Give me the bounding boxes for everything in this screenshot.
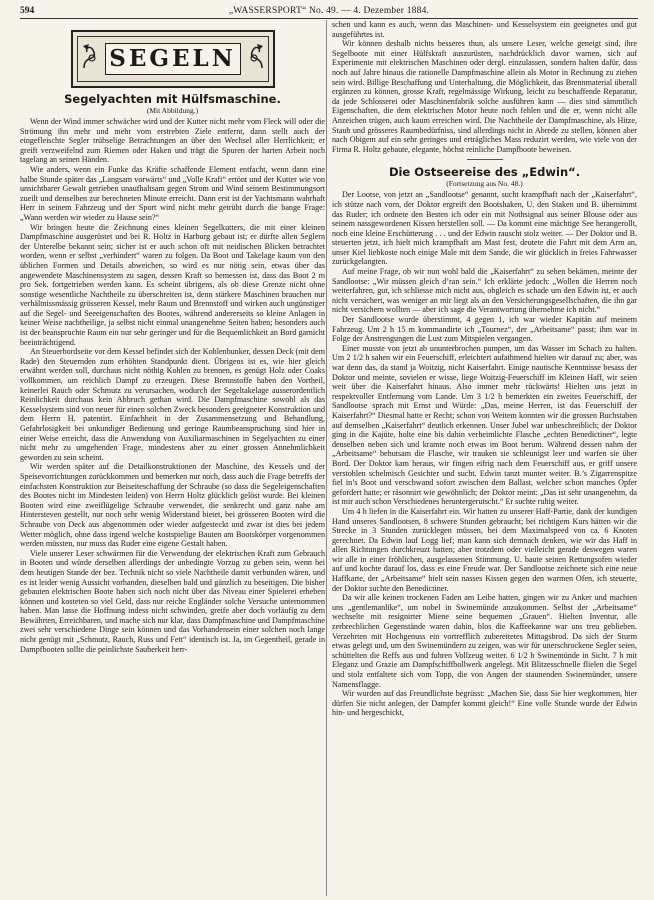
- page-number: 594: [20, 6, 35, 16]
- section-banner: [71, 30, 275, 88]
- column-divider: [326, 20, 327, 896]
- article-separator: [467, 159, 503, 160]
- page-header: [20, 4, 638, 18]
- paragraph: Wir werden später auf die Detailkonstruktionen der Maschine, des Kessels und der Speisevorrichtungen zurückkommen und bemerken nur noch, dass auch die Frage betreffs der einfachsten Konstruktion zur Beiseiteschaffung der Schraube (so dass die Segeleigenschaften des Bootes nicht im Mindesten leiden) von Herrn Holtz glücklich gelöst wurde. Bei kleinen Booten wird eine zweiflügelige Schraube verwendet, die senkrecht und ganz nahe am Hintersteven gestellt, nur noch sehr wenig Widerstand bietet, bei grösseren Booten wird die Schraube von Deck aus abgenommen oder wieder aufgesteckt und zwar ist dies bei jedem Wetter möglich, ohne dass irgend welche kostspielige Bauten am Bootskörper vorgenommen werden müssten, nur muss das Ruder eine eigene Gestalt haben.: [20, 462, 325, 549]
- paragraph: Wir bringen heute die Zeichnung eines kleinen Segelkutters, die mit einer kleinen Dampfmaschine ausgerüstet und bei R. Holtz in Harburg gebaut ist; er dürfte allen Seglern der Unterelbe bekannt sein; sicher ist er auch schon oft mit neidischen Blicken betrachtet worden, wenn er selbst „verhindert“ waren zu folgen. Da Boot und Takelage kaum von den üblichen Formen und Details abweichen, so wird es nur nötig sein, etwas über das angewendete Maschinensystem zu sagen, dessen Kraft so bemessen ist, dass das Boot 2 m pro Sek. fortgetrieben werden kann. Es scheint übrigens, als ob diese Grenze nicht ohne sonstige wesentliche Nachtheile zu überschreiten ist, denn stärkere Maschinen brauchen nur verhältnissmässig grösseren Kessel, mehr Raum und Brennstoff und wirken auch ungünstiger auf die Segel- und Seeeigenschaften des Bootes, während andererseits so kleine Anlagen in keiner Weise nachtheilige, ja selbst nicht einmal unangenehme Seiten haben; besonders auch ist der beanspruchte Raum ein nur sehr geringer und für die Bequemlichkeit an Bord garnicht beeinträchtigend.: [20, 222, 325, 347]
- paragraph: Wir wurden auf das Freundlichste begrüsst: „Machen Sie, dass Sie hier wegkommen, hier dürfen Sie nicht anlegen, der Dampfer kommt gleich!“ Eine volle Stunde wurde der Edwin hin- und hergeschickt,: [332, 689, 637, 718]
- paragraph: Der Lootse, von jetzt an „Sandlootse“ genannt, sucht krampfhaft nach der „Kaiserfahrt“, ich stütze nach vorn, der Doktor ergreift den Bootshaken, U. den Staken und B. übernimmt das Ruder; ich ordnete den Besten ich oder ein mit Nothsignal aus seiner Blouse oder aus seinem nassgewordenen Kissen herstellen soll. — Da kommt eine mächtige See herangerollt, noch eine kleine Erschütterung . . . und der Edwin rauscht stolz weiter. — Der Doktor und B. steuerten jetzt, ich hielt mich krampfhaft am Mast fest, deutete die Fahrt mit dem Arm an, unser Kiel liebkoste noch einige Male mit dem Sande, die wir glücklich in freies Fahrwasser zurückgelangten.: [332, 190, 637, 267]
- paragraph: Wir können deshalb nichts besseres thun, als unsere Leser, welche geneigt sind, ihre Segelboote mit einer Hülfskraft auszurüsten, nachdrücklich davor warnen, sich auf Experimente mit elektrischen Maschinen oder dergl. einzulassen, sondern halten dafür, dass noch auf Jahre hinaus die rationelle Dampfmaschine allein als Motor in Rechnung zu ziehen sein wird. Billige Beschaffung und Unterhaltung, die Möglichkeit, das Brennmaterial überall ergänzen zu können, grosse Kraft, regelmässige Wirkung, leicht zu beschaffende Reparatur, da jede Schlosserei oder Maschinenfabrik solche ausführen kann — dies sind sämmtlich Eigenschaften, die dem elektrischen Motor heute noch fehlen und die er, wenn nicht alle Anzeichen trügen, auch kaum erreichen wird. Die Nachtheile der Dampfmaschine, als Hitze, Staub und grösseres Raumbedürfniss, sind allerdings nicht in Abrede zu stellen, können aber nach Obigem auf ein sehr geringes und erträgliches Mass reduzirt werden, wie viele von der Firma R. Holtz gebaute, elegante, höchst reinliche Dampfboote beweisen.: [332, 39, 637, 154]
- header-rule: [20, 18, 638, 19]
- paragraph: Der Sandlootse wurde überstimmt, 4 gegen 1, ich war wieder Kapitän auf meinem Fahrzeug. Um 2 h 15 m kommandirte ich „Tournez“, der „Arbeitsame“ passt; ihm war in Folge der Anstrengungen die Lust zum Mitspielen vergangen.: [332, 315, 637, 344]
- paragraph: Viele unserer Leser schwärmen für die Verwendung der elektrischen Kraft zum Gebrauch in Booten und würde derselben allerdings der unbedingte Vorzug zu geben sein, wenn bei dem heutigen Stande der bez. Technik nicht so viele Nachtheile damit verbunden wären, und es ist leider wenig Aussicht vorhanden, dieselben bald und gänzlich zu beseitigen. Die bisher gebauten elektrischen Boote haben sich noch nicht über das Niveau einer Spielerei erheben können und kosteten so viel Geld, dass nur reiche Engländer solche Versuche unternommen haben. Man lasse die Hoffnung indess nicht schwinden, greife aber doch vorläufig zu dem Bewährten, Erreichbaren, und mache sich nur klar, dass Dampfmaschine und Dampfmaschine zwei sehr verschiedene Dinge sein können und das Vorhandensein einer solchen noch lange nicht genügt mit „Schmutz, Rauch, Russ und Fett“ identisch ist. Ja, im Gegentheil, gerade in Dampfbooten sollte die peinlichste Sauberkeit herr-: [20, 548, 325, 654]
- article-title: Die Ostseereise des „Edwin“.: [388, 165, 581, 180]
- paragraph: schen und kann es auch, wenn das Maschinen- und Kesselsystem ein geeignetes und gut ausgeführtes ist.: [332, 20, 637, 39]
- paragraph: Um 4 h liefen in die Kaiserfahrt ein. Wir hatten zu unserer Haff-Partie, dank der kundigen Hand unseres Sandlootsen, 8 schwere Stunden gebraucht; bei richtigem Kurs hätten wir die Strecke in 3 Stunden zurücklegen müssen, bei dem Maximalspeed von ca. 6 Knoten gerechnet. Da Edwin lauf Logg lief; man kann sich demnach denken, wie wir das Haff in allen Richtungen durchkreuzt hatten; aber trotzdem oder vielleicht gerade deswegen waren wir alle in einer fröhlichen, ausgelassenen Stimmung. U. baute seinen Rettungsofen wieder auf und kochte darauf los, dass es eine Freude war. Der Sandlootse zeichnete sich eine neue Haffkarte, der „Arbeitsame“ hielt sein nasses Kissen gegen den warmen Ofen, ich steuerte, der Doktor suchte den Benedictiner.: [332, 506, 637, 593]
- left-column: [20, 20, 325, 896]
- article-subtitle: (Fortsetzung aus No. 48.): [446, 179, 523, 189]
- paragraph: Einer musste von jetzt ab ununterbrochen pumpen, um das Wasser im Schach zu halten. Um 2 1/2 h sahen wir ein Feuerschiff, erleichtert aufathmend hielten wir darauf zu; aber, was war denn das, da stand ja Woitzig, nicht Kaiserfahrt. Einige nautische Kenntnisse besass der Doktor und meinte, sovielen er wisse, liege Woitzig-Feuerschiff im Kleinen Haff, wir seien weit über die Kaiserfahrt hinaus. Also immer mehr rückwärts! Hielten uns jetzt in respektvoller Entfernung vom Lande. Um 3 1/2 h bemerkten ein zweites Feuerschiff, der Sandlootse sprach mit Ernst und Würde: „Das, meine Herren, ist das Feuerschiff der Kaiserfahrt?“ Diesmal hatte er Recht; schon von Weitem konnten wir die grossen Buchstaben auf demselben „Kaiserfahrt“ deutlich erkennen. Unser Jubel war unbeschreiblich; der Doktor ging in die Kajüte, holte eine bis dahin verheimlichte Flasche „echten Benedictiner“, legte denselben neben sich und kramte noch etwas im Boot herum. Während dessen nahm der „Arbeitsame“ behutsam die Flasche, wir trauken sie schleunigst leer und warfen sie über Bord. Der Doktor kam heraus, wir fingen eifrig nach dem Feuerschiff aus, er griff unsere verstohlen schelmisch Gesichter und sucht. Edwin tanzt munter weiter. B.’s Zigarrenspitze fiel in’s Boot und verschwand sofort zwischen dem Ballast, welcher schon manches Opfer gefordert hatte; er räsonnirt wie gewöhnlich; der Doktor meint: „Das ist sehr unangenehm, da ist mir auch schon Verschiedenes heruntergerutscht.“ Er suchte ruhig weiter.: [332, 343, 637, 507]
- ornament-right-icon: [243, 42, 265, 72]
- article-subtitle: (Mit Abbildung.): [146, 106, 199, 115]
- masthead-line: „WASSERSPORT“ No. 49. — 4. Dezember 1884.: [228, 6, 430, 16]
- paragraph: Da wir alle keinen trockenen Faden am Leibe hatten, gingen wir zu Anker und machten uns „gentlemanlike“, um nobel in Swinemünde anzukommen. Selbst der „Arbeitsame“ wechselte mit resignirter Miene seine bequemen „Grauen“. Hielten Inventur, alle zerbrechlichen Gegenstände waren dahin, blos die Kaffeekanne war uns treu geblieben. Verzehrten mit Hochgenuss ein vortrefflich zubereitetes Mittagsbrod. Da sich der Sturm etwas gelegt und, um den Swinemündern zu zeigen, was wir für unerschrockene Segler seien, schüttelten die Reffs aus und fuhren Vollzeug weiter. 6 1/2 h Swinemünde in Sicht. 7 h mit Eleganz und Grazie am Dampfschiffbollwerk angelegt. Mit Blitzesschnelle flielen die Segel und stolz entfaltete sich vom Topp, die von Angen der staunenden Swinemünder, unsere Namensflagge.: [332, 593, 637, 689]
- right-column: [332, 20, 637, 896]
- paragraph: Auf meine Frage, ob wir nun wohl bald die „Kaiserfahrt“ zu sehen bekämen, meinte der Sandlootse: „Wir müssen gleich d’ran sein.“ Ich erklärte jedoch: „Wollen die Herren noch weiterfahren, gut, ich schliesse mich nicht aus, obgleich es schade um den Edwin ist, er auch nicht versichert, was weniger an mir liegt als an den Versicherungsgesellschaften, die ihn gar nicht versichern wollten — aber ich sage die Verantwortung übernehme ich nicht.“: [332, 267, 637, 315]
- paragraph: An Steuerbordseite vor dem Kessel befindet sich der Kohlenbunker, dessen Deck (mit dem Rade) den Steuernden zum erhöhten Standpunkt dient. Übrigens ist es, wie hier gleich erwähnt werden soll, durchaus nicht nöthig Kohlen zu brennen, es genügt Holz oder Coaks vollkommen, um reichlich Dampf zu erzeugen. Diese Brennstoffe haben den Vortheil, keinerlei Rauch oder Schmutz zu verursachen, wodurch der Segeltakelage ausserordentlich Reinlichkeit durchaus kein Abbruch gethan wird. Die Dampfmaschine sowohl als das Kesselsystem sind von neuer für einen solchen Zweck besonders geeigneter Konstruktion und dem Herrn H. patentirt. Einfachheit in der Zusammensetzung und Behandlung, Gefahrlosigkeit bei unkundiger Bedienung und geringe Raumbeanspruchung sind hier in einer Weise erreicht, dass die Anwendung von Auxiliarmaschinen in Segelyachten zu einer nicht mehr zu umgehenden Frage, mindestens aber zu einer grossen Annehmlichkeit geworden zu sein scheint.: [20, 347, 325, 462]
- section-title-segeln: SEGELN: [105, 43, 241, 75]
- paragraph: Wenn der Wind immer schwächer wird und der Kutter nicht mehr vom Fleck will oder die Strömung ihn mehr und mehr vom erstrebten Ziele entfernt, dann stellt auch der eingefleischte Segler trübselige Betrachtungen an über den Wechsel aller Herrlichkeit; er greift verzweifelnd zum Riemen oder Haken und trägt die Spuren der harten Arbeit noch tagelang an seinen Händen.: [20, 117, 325, 165]
- paragraph: Wie anders, wenn ein Funke das Kräfte schaffende Element entfacht, wenn dann eine halbe Stunde später das „Langsam vorwärts“ und „Volle Kraft“ ertönt und der Kutter wie von unsichtbarer Gewalt getrieben unaufhaltsam gegen Strom und Wind seinem Bestimmungsort zueilt und denselben zur berechneten Minute erreicht. Dann erst ist der Yachtsmann wahrhaft Herr in seinem Fahrzeug und der Sport wird nicht mehr getrübt durch die bange Frage: „Wann werden wir wieder zu Hause sein?“: [20, 164, 325, 222]
- article-title: Segelyachten mit Hülfsmaschine.: [64, 92, 281, 106]
- ornament-left-icon: [81, 42, 103, 72]
